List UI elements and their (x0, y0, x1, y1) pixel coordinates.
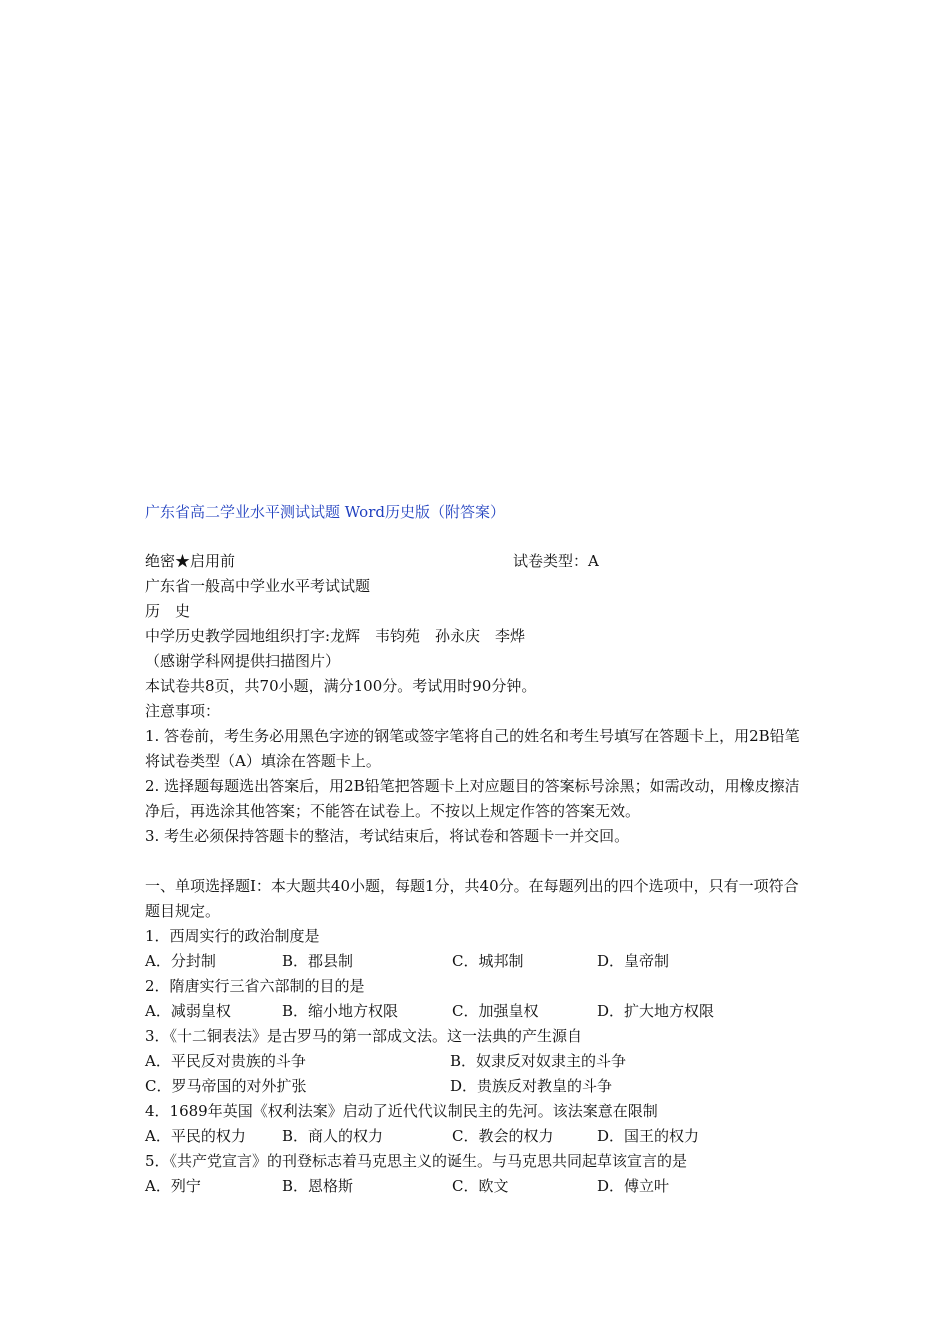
option-d: D．国王的权力 (597, 1127, 700, 1145)
option-d: D．扩大地方权限 (597, 1002, 715, 1020)
note-item: 1. 答卷前，考生务必用黑色字迹的钢笔或签字笔将自己的姓名和考生号填写在答题卡上，用2B铅笔将试卷类型（A）填涂在答题卡上。 (145, 727, 800, 770)
option-c: C．加强皇权 (452, 1002, 539, 1020)
question-options (145, 1049, 810, 1074)
option-d: D．皇帝制 (597, 952, 670, 970)
document-page (145, 500, 810, 1199)
option-c: C．罗马帝国的对外扩张 (145, 1077, 307, 1095)
question-stem: 5．《共产党宣言》的刊登标志着马克思主义的诞生。与马克思共同起草该宣言的是 (145, 1152, 688, 1170)
option-b: B．恩格斯 (282, 1177, 354, 1195)
question-stem: 3．《十二铜表法》是古罗马的第一部成文法。这一法典的产生源自 (145, 1027, 583, 1045)
thanks-line: （感谢学科网提供扫描图片） (145, 652, 341, 670)
option-d: D．傅立叶 (597, 1177, 670, 1195)
question-stem: 2．隋唐实行三省六部制的目的是 (145, 977, 365, 995)
section-heading: 一、单项选择题Ⅰ：本大题共40小题，每题1分，共40分。在每题列出的四个选项中，只有一项符合题目规定。 (145, 877, 799, 920)
exam-name: 广东省一般高中学业水平考试试题 (145, 577, 371, 595)
document-title: 广东省高二学业水平测试试题 Word历史版（附答案） (145, 503, 505, 521)
option-a: A．分封制 (145, 952, 216, 970)
option-c: C．欧文 (452, 1177, 509, 1195)
option-b: B．缩小地方权限 (282, 1002, 399, 1020)
note-item: 3. 考生必须保持答题卡的整洁，考试结束后，将试卷和答题卡一并交回。 (145, 827, 630, 845)
option-b: B．奴隶反对奴隶主的斗争 (450, 1052, 627, 1070)
question-options (145, 1074, 810, 1099)
question-stem: 4．1689年英国《权利法案》启动了近代代议制民主的先河。该法案意在限制 (145, 1102, 658, 1120)
notes-heading: 注意事项： (145, 702, 221, 720)
note-item: 2. 选择题每题选出答案后，用2B铅笔把答题卡上对应题目的答案标号涂黑；如需改动，用橡皮擦洁净后，再选涂其他答案；不能答在试卷上。不按以上规定作答的答案无效。 (145, 777, 800, 820)
option-a: A．减弱皇权 (145, 1002, 231, 1020)
exam-info: 本试卷共8页，共70小题，满分100分。考试用时90分钟。 (145, 677, 537, 695)
paper-type-label: 试卷类型：A (513, 552, 599, 570)
question-options (145, 949, 810, 974)
spacer (145, 849, 810, 874)
option-a: A．平民的权力 (145, 1127, 246, 1145)
subject-label: 历 史 (145, 602, 191, 620)
option-b: B．商人的权力 (282, 1127, 384, 1145)
header-row (145, 549, 810, 574)
secret-label: 绝密★启用前 (145, 552, 236, 570)
option-b: B．郡县制 (282, 952, 354, 970)
option-d: D．贵族反对教皇的斗争 (450, 1077, 613, 1095)
question-options (145, 1174, 810, 1199)
question-stem: 1．西周实行的政治制度是 (145, 927, 320, 945)
question-options (145, 999, 810, 1024)
option-a: A．平民反对贵族的斗争 (145, 1052, 306, 1070)
question-options (145, 1124, 810, 1149)
typists-line: 中学历史教学园地组织打字:龙辉 韦钧苑 孙永庆 李烨 (145, 627, 526, 645)
option-c: C．教会的权力 (452, 1127, 554, 1145)
option-c: C．城邦制 (452, 952, 524, 970)
option-a: A．列宁 (145, 1177, 201, 1195)
